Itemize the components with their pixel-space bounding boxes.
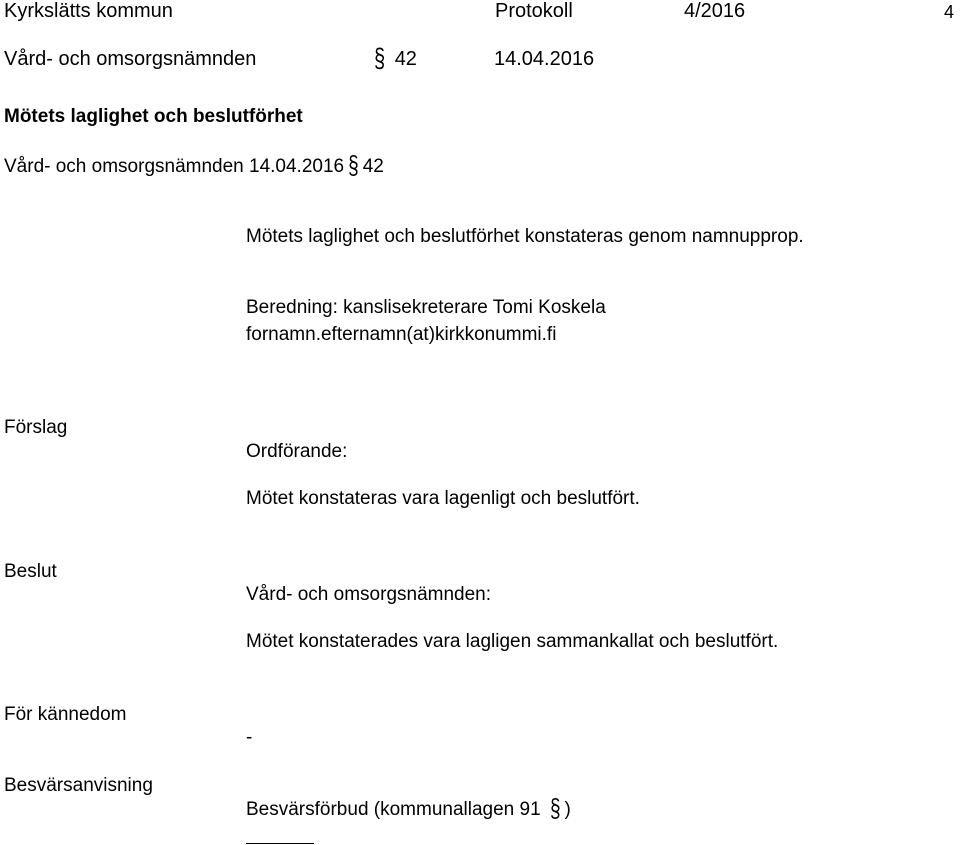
footer-divider: [246, 843, 314, 844]
item-statement: Mötets laglighet och beslutförhet konstateras genom namnupprop.: [246, 226, 804, 247]
appeal-value-close: ): [564, 799, 571, 820]
appeal-label: Besvärsanvisning: [4, 775, 153, 796]
decision-label: Beslut: [4, 561, 57, 582]
proposal-text: Mötet konstateras vara lagenligt och beslutfört.: [246, 488, 640, 509]
notice-value: -: [246, 727, 253, 748]
protocol-number: 4/2016: [684, 0, 746, 22]
section-number: [370, 44, 417, 74]
section-symbol-icon: §: [374, 44, 386, 74]
page-number: 4: [944, 2, 955, 22]
document-type: Protokoll: [495, 0, 573, 22]
preparation-line: Beredning: kanslisekreterare Tomi Koskela: [246, 297, 606, 318]
meeting-date: 14.04.2016: [494, 48, 595, 70]
item-reference-section: 42: [362, 156, 384, 177]
preparer-email: fornamn.efternamn(at)kirkkonummi.fi: [246, 324, 557, 345]
decision-speaker: Vård- och omsorgsnämnden:: [246, 584, 492, 605]
item-reference-text: Vård- och omsorgsnämnden 14.04.2016: [4, 156, 345, 177]
item-title: Mötets laglighet och beslutförhet: [4, 106, 303, 127]
proposal-label: Förslag: [4, 417, 68, 438]
decision-text: Mötet konstaterades vara lagligen sammankallat och beslutfört.: [246, 631, 779, 652]
appeal-value: [246, 795, 571, 824]
section-symbol-icon: §: [549, 795, 561, 824]
section-number-value: 42: [394, 48, 417, 70]
notice-label: För kännedom: [4, 704, 127, 725]
committee-name: Vård- och omsorgsnämnden: [4, 48, 257, 70]
proposal-speaker: Ordförande:: [246, 441, 348, 462]
appeal-value-text: Besvärsförbud (kommunallagen 91: [246, 799, 541, 820]
item-reference: [4, 152, 384, 181]
section-symbol-icon: §: [348, 152, 359, 181]
municipality-name: Kyrkslätts kommun: [4, 0, 173, 22]
